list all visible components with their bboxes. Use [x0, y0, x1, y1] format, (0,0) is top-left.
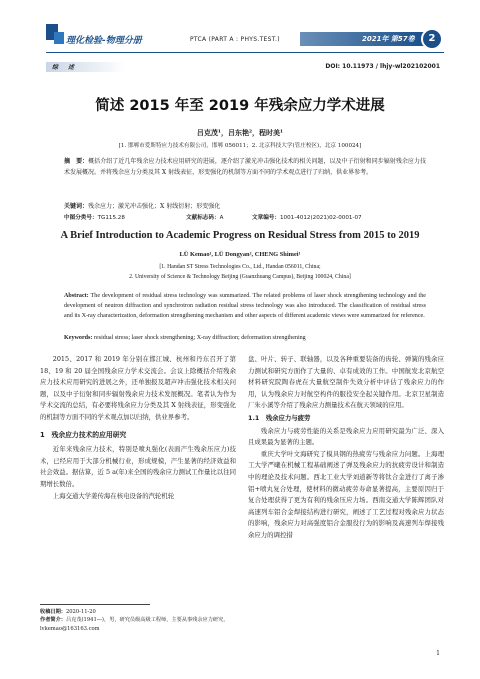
doc-code-label: 文献标志码：	[186, 215, 220, 221]
affiliations-en	[0, 262, 480, 282]
keywords-cn-label: 关键词：	[64, 203, 89, 210]
header-rule	[46, 52, 444, 53]
subsection-heading: 1.1 残余应力与疲劳	[248, 413, 311, 422]
received-date: 2020-11-20	[65, 609, 96, 615]
article-title-cn: 简述 2015 年至 2019 年残余应力学术进展	[95, 98, 385, 114]
journal-header	[0, 14, 480, 54]
journal-logo-accent-icon	[54, 32, 64, 44]
authors-en: LÜ Kemao¹, LÜ Dongyan², CHENG Shimei¹	[179, 251, 301, 258]
keywords-en	[64, 335, 426, 341]
abstract-cn	[64, 157, 426, 178]
body-paragraph: 上海交通大学姜传海在核电设备的汽轮机轮	[52, 491, 175, 500]
affiliations-cn: [1. 邯郸市爱斯特应力技术有限公司，邯郸 056011；2. 北京科技大学(管庄校区)，北京 100024]	[118, 143, 362, 149]
page-number: 1	[436, 650, 440, 657]
article-id-label: 文章编号：	[252, 215, 280, 221]
keywords-cn-text: 残余应力；激光冲击强化；X 射线衍射；形变强化	[88, 203, 221, 210]
abstract-cn-label: 摘 要：	[64, 158, 89, 165]
body-paragraph: 2015、2017 和 2019 年分别在邯江城、杭州和丹东召开了第 18、19 和 20 届全国残余应力学术交流会。会议上除概括介绍残余应力技术应用研究的进展之外，还单独报及超声冲击强化技术相关问题，以及中子衍射和同步辐射残余应力技术发展概况。笔者认为作为学术交流的总结，有必要将残余应力分类及其 X 射线表征，形变强化的机制等方面不同的学术观点加以归纳，供业界参考。	[40, 355, 236, 421]
abstract-cn-text: 概括介绍了近几年残余应力技术应用研究的进展，逐介绍了激光冲击强化技术的相关问题，以及中子衍射和同步辐射残余应力技术发展概况。并将残余应力分类及其 X 射线表征，形变强化的机制等方面不同的学术观点进行了归纳，供业界参考。	[64, 158, 426, 176]
section-heading: 1 残余应力技术的应用研究	[40, 430, 127, 439]
abstract-en	[64, 291, 426, 322]
authors-cn: 吕克茂¹，吕东艳²，程时美¹	[196, 128, 284, 137]
keywords-en-label: Keywords:	[64, 335, 93, 341]
article-id-value: 1001-4012(2021)02-0001-07	[279, 215, 362, 221]
body-column-left	[40, 354, 236, 502]
doi-link[interactable]: DOI: 10.11973 / lhjy-wl202102001	[325, 63, 440, 70]
issue-number: 2	[421, 28, 443, 50]
doc-code-value: A	[219, 215, 224, 221]
affiliation-en-2: 2. University of Science & Technology Beijing (Guanzhuang Campus), Beijing 100024, China]	[129, 274, 351, 280]
body-column-right	[248, 354, 444, 542]
abstract-en-label: Abstract:	[64, 293, 89, 299]
keywords-en-text: residual stress; laser shock strengthening; X-ray diffraction; deformation strengthening	[93, 335, 306, 341]
clc-label: 中图分类号：	[64, 215, 98, 221]
affiliation-en-1: [1. Handan ST Stress Technologies Co., Ltd., Handan 056011, China;	[159, 264, 321, 270]
keywords-cn	[64, 201, 426, 210]
journal-name: PTCA (PART A : PHYS.TEST.)	[190, 36, 280, 43]
author-bio-label: 作者简介：	[40, 617, 66, 624]
body-paragraph: 残余应力与疲劳性能的关系是残余应力应用研究最为广泛、深入且成果最为显著的主题。	[248, 426, 444, 447]
author-bio: 吕克茂(1941—)，男，研究员级高级工程师，主要从事残余应力研究，lvkemao@163163.com	[40, 617, 229, 632]
section-tag	[46, 62, 126, 72]
body-paragraph: 盘、叶片、转子、联轴器，以及各种重要装备的齿轮、弹簧的残余应力测试和研究方面作了大量的、卓有成效的工作。中国航发北京航空材料研究院陶春虎在大量航空制件失效分析中评估了残余应力的作用，认为残余应力对航空构件的服役安全起关键作用。北京卫星制造厂朱小溪等介绍了残余应力测量技术在航天领域的应用。	[248, 355, 444, 410]
footnote-rule	[40, 604, 150, 605]
clc-value: TG115.28	[97, 215, 125, 221]
classification-line	[64, 213, 426, 221]
received-label: 收稿日期：	[40, 609, 66, 615]
body-paragraph: 重庆大学叶文海研究了模具钢的热疲劳与残余应力问题。上海理工大学严曦在机械工程基础阐述了弹及残余应力的抗疲劳设计和制造中的理论及技术问题。西北工业大学刘道新等将钛合金进行了离子渗铝+喷丸复合处理，使材料的微动疲劳寿命显著提高，主要原因归于复合处理获得了更为有利的残余压应力场。西南交通大学陈辉团队对高速列车铝合金焊接结构进行研究，阐述了工艺过程对残余应力状态的影响，残余应力对高强度铝合金服役行为的影响及高速列车焊接残余应力的调控措	[248, 449, 444, 539]
volume-text: 2021年 第57卷	[362, 35, 415, 43]
footnote	[40, 608, 236, 633]
article-title-en: A Brief Introduction to Academic Progress on Residual Stress from 2015 to 2019	[60, 230, 420, 241]
body-paragraph: 近年来残余应力技术，特别是喷丸强化(表面产生残余压应力)技术，已经应用于大部分机械行业，形成规模，产生显著的经济效益和社会效益。据估算，近 5 a(年)来全国的残余应力测试工作量比以往同期增长数倍。	[40, 445, 236, 488]
journal-logo-text: 理化检验-物理分册	[66, 36, 142, 46]
abstract-en-text: The development of residual stress technology was summarized. The related problems of laser shock strengthening technology and the development of neutron diffraction and synchrotron radiation residual stress technology was also introduced. The classification of residual stress and its X-ray characterization, deformation strengthening mechanism and other aspects of different academic views were summarized for reference.	[64, 293, 426, 320]
section-tag-label: 综 述	[52, 64, 77, 71]
